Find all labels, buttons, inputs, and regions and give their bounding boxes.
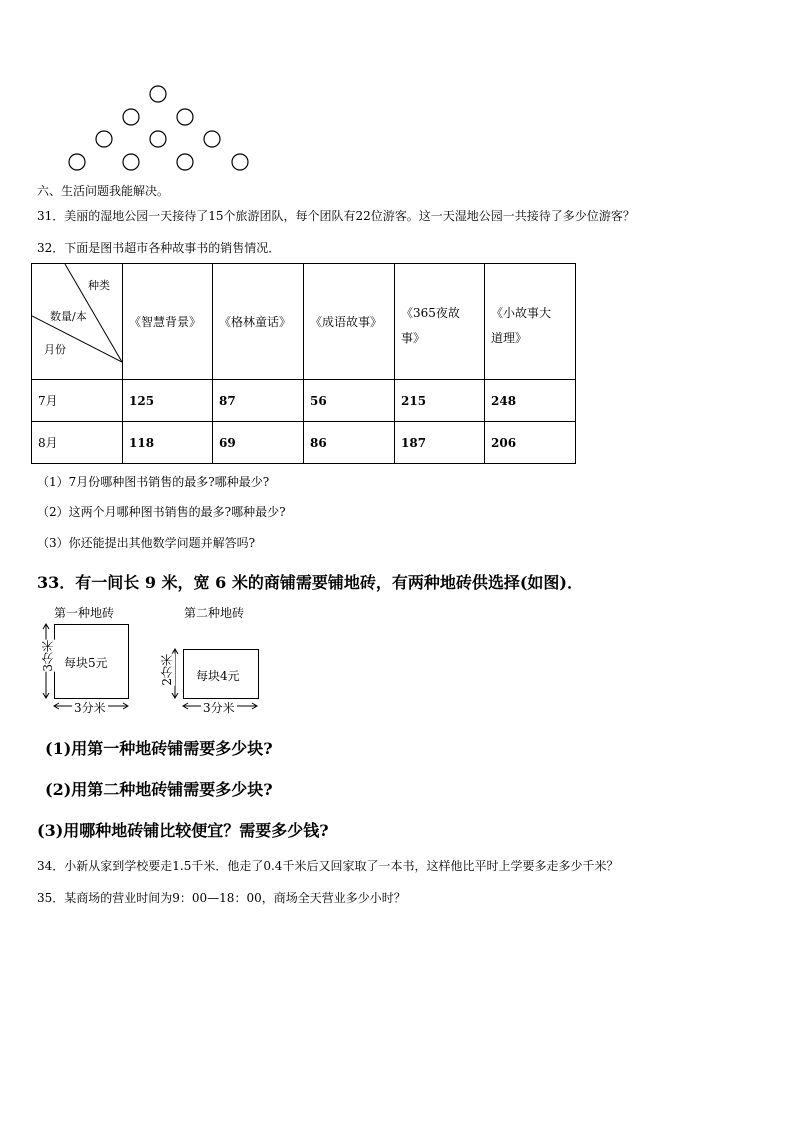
table-cell: 248 xyxy=(485,380,576,422)
circle xyxy=(177,154,193,170)
tile-2-price: 每块4元 xyxy=(196,669,240,683)
table-cell: 187 xyxy=(395,422,485,464)
diagonal-header-cell xyxy=(32,264,123,380)
header-book-1: 《智慧背景》 xyxy=(123,264,213,380)
question-32-sub-3: （3）你还能提出其他数学问题并解答吗? xyxy=(37,536,256,550)
table-row xyxy=(32,380,576,422)
tile-2-height: 2分米 xyxy=(160,654,174,686)
question-33-sub-1: (1)用第一种地砖铺需要多少块? xyxy=(45,739,273,758)
circle xyxy=(96,131,112,147)
header-book-5: 《小故事大 道理》 xyxy=(485,264,576,380)
tile-1-figure xyxy=(34,604,144,716)
tile-1-title: 第一种地砖 xyxy=(54,606,115,620)
table-cell: 118 xyxy=(123,422,213,464)
tile-2-figure xyxy=(158,604,268,716)
circle xyxy=(69,154,85,170)
tile-2-title: 第二种地砖 xyxy=(184,606,245,620)
sales-table xyxy=(31,263,576,464)
circle-triangle-figure xyxy=(60,80,260,175)
table-cell: 56 xyxy=(304,380,395,422)
question-31: 31．美丽的湿地公园一天接待了15个旅游团队，每个团队有22位游客。这一天湿地公园一共接待了多少位游客？ xyxy=(37,209,635,223)
table-cell: 215 xyxy=(395,380,485,422)
table-row xyxy=(32,422,576,464)
corner-label-month: 月份 xyxy=(44,343,66,356)
header-book-4: 《365夜故 事》 xyxy=(395,264,485,380)
table-cell: 87 xyxy=(213,380,304,422)
question-32-sub-1: （1）7月份哪种图书销售的最多?哪种最少? xyxy=(37,475,270,489)
row-month: 7月 xyxy=(32,380,123,422)
question-34: 34．小新从家到学校要走1.5千米．他走了0.4千米后又回家取了一本书，这样他比平时上学要多走多少千米？ xyxy=(37,859,619,873)
question-33-prompt: 33．有一间长 9 米，宽 6 米的商铺需要铺地砖，有两种地砖供选择(如图)． xyxy=(37,573,583,592)
header-book-2: 《格林童话》 xyxy=(213,264,304,380)
circle xyxy=(123,154,139,170)
table-cell: 86 xyxy=(304,422,395,464)
table-cell: 69 xyxy=(213,422,304,464)
table-header-row xyxy=(32,264,576,380)
circle xyxy=(123,109,139,125)
circle xyxy=(204,131,220,147)
table-cell: 206 xyxy=(485,422,576,464)
corner-label-quantity: 数量/本 xyxy=(50,310,87,323)
corner-label-category: 种类 xyxy=(88,279,110,292)
question-33-sub-2: (2)用第二种地砖铺需要多少块? xyxy=(45,780,273,799)
circle xyxy=(150,131,166,147)
tile-2-width: 3分米 xyxy=(203,701,235,715)
question-32-prompt: 32．下面是图书超市各种故事书的销售情况． xyxy=(37,241,281,255)
section-heading: 六、生活问题我能解决。 xyxy=(37,184,170,198)
question-32-sub-2: （2）这两个月哪种图书销售的最多?哪种最少? xyxy=(37,505,286,519)
circle xyxy=(150,86,166,102)
row-month: 8月 xyxy=(32,422,123,464)
tile-1-price: 每块5元 xyxy=(64,656,108,670)
header-book-3: 《成语故事》 xyxy=(304,264,395,380)
question-33-sub-3: (3)用哪种地砖铺比较便宜？需要多少钱? xyxy=(37,821,329,840)
circle xyxy=(232,154,248,170)
question-35: 35．某商场的营业时间为9：00—18：00，商场全天营业多少小时？ xyxy=(37,891,406,905)
circle xyxy=(177,109,193,125)
table-cell: 125 xyxy=(123,380,213,422)
tile-1-height: 3分米 xyxy=(41,640,55,672)
tile-1-width: 3分米 xyxy=(74,701,106,715)
